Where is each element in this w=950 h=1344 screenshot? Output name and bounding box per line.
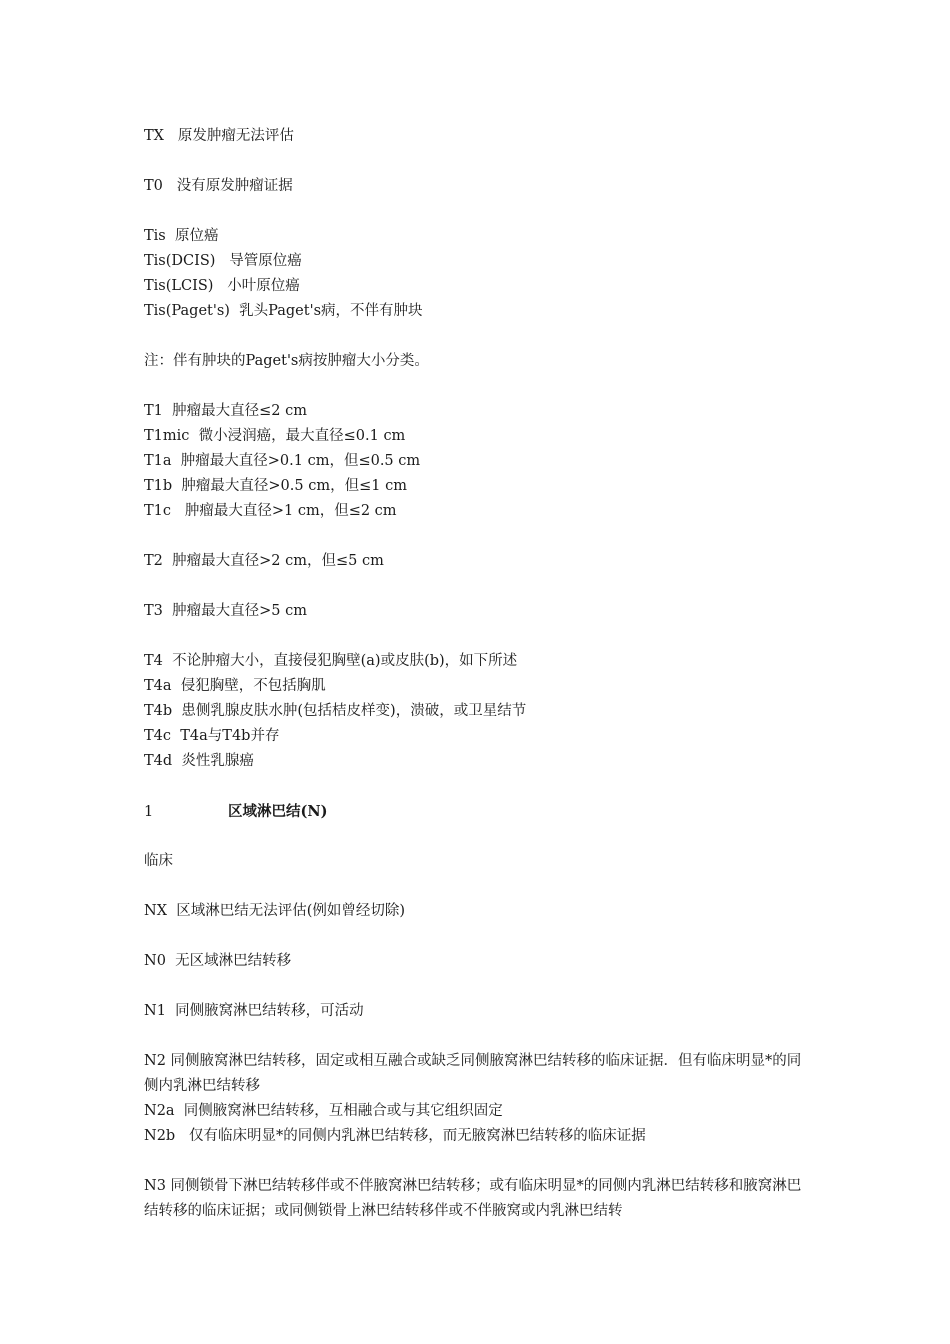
t1a-line: T1a 肿瘤最大直径>0.1 cm，但≤0.5 cm (144, 453, 421, 469)
tis-line: Tis 原位癌 (144, 228, 219, 244)
n2b-line: N2b 仅有临床明显*的同侧内乳淋巴结转移，而无腋窝淋巴结转移的临床证据 (144, 1128, 646, 1144)
t4-line: T4 不论肿瘤大小，直接侵犯胸壁(a)或皮肤(b)，如下所述 (144, 653, 518, 669)
section-number: 1 (144, 804, 154, 820)
n1-line: N1 同侧腋窝淋巴结转移，可活动 (144, 1003, 364, 1019)
t1b-line: T1b 肿瘤最大直径>0.5 cm，但≤1 cm (144, 478, 407, 494)
t0-line: T0 没有原发肿瘤证据 (144, 178, 293, 194)
t4d-line: T4d 炎性乳腺癌 (144, 753, 254, 769)
tx-line: TX 原发肿瘤无法评估 (144, 128, 294, 144)
t1-line: T1 肿瘤最大直径≤2 cm (144, 403, 307, 419)
tis-dcis-line: Tis(DCIS) 导管原位癌 (144, 253, 302, 269)
tis-lcis-line: Tis(LCIS) 小叶原位癌 (144, 278, 300, 294)
paget-note: 注：伴有肿块的Paget's病按肿瘤大小分类。 (144, 353, 429, 369)
n3-paragraph: N3 同侧锁骨下淋巴结转移伴或不伴腋窝淋巴结转移；或有临床明显*的同侧内乳淋巴结转移和腋窝淋巴结转移的临床证据；或同侧锁骨上淋巴结转移伴或不伴腋窝或内乳淋巴结转 (144, 1178, 802, 1219)
section-heading (144, 799, 814, 824)
tis-paget-line: Tis(Paget's) 乳头Paget's病，不伴有肿块 (144, 303, 423, 319)
nx-line: NX 区域淋巴结无法评估(例如曾经切除) (144, 903, 406, 919)
n0-line: N0 无区域淋巴结转移 (144, 953, 292, 969)
t4b-line: T4b 患侧乳腺皮肤水肿(包括桔皮样变)，溃破，或卫星结节 (144, 703, 527, 719)
document-body (144, 124, 814, 1224)
t1mic-line: T1mic 微小浸润癌，最大直径≤0.1 cm (144, 428, 406, 444)
n2a-line: N2a 同侧腋窝淋巴结转移，互相融合或与其它组织固定 (144, 1103, 503, 1119)
t4a-line: T4a 侵犯胸壁，不包括胸肌 (144, 678, 326, 694)
t2-line: T2 肿瘤最大直径>2 cm，但≤5 cm (144, 553, 384, 569)
clinical-label: 临床 (144, 853, 173, 869)
t4c-line: T4c T4a与T4b并存 (144, 728, 280, 744)
t1c-line: T1c 肿瘤最大直径>1 cm，但≤2 cm (144, 503, 397, 519)
t3-line: T3 肿瘤最大直径>5 cm (144, 603, 307, 619)
section-title: 区域淋巴结(N) (228, 803, 328, 820)
n2-paragraph: N2 同侧腋窝淋巴结转移，固定或相互融合或缺乏同侧腋窝淋巴结转移的临床证据．但有临床明显*的同侧内乳淋巴结转移 (144, 1053, 802, 1094)
